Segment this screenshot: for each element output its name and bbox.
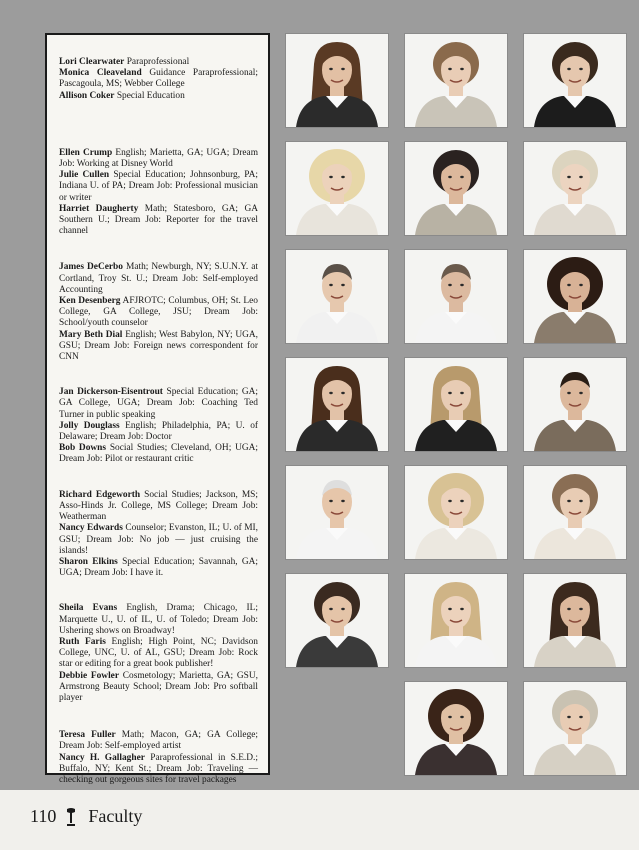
faculty-portrait <box>404 573 508 668</box>
faculty-portrait <box>404 33 508 128</box>
faculty-portrait <box>404 357 508 452</box>
caption-group-2 <box>59 148 258 238</box>
faculty-portrait <box>523 357 627 452</box>
caption-entry: Sheila Evans English, Drama; Chicago, IL; Marquette U., U. of IL, U. of Toledo; Dream Job: Ushering shows on Broadway! <box>59 603 258 636</box>
caption-entry: Monica Cleaveland Guidance Paraprofessional; Pascagoula, MS; Webber College <box>59 68 259 90</box>
faculty-captions-box <box>45 33 270 785</box>
caption-entry: Richard Edgeworth Social Studies; Jackson, MS; Asso-Hinds Jr. College, MS College; Dream Job: Weatherman <box>59 489 258 523</box>
faculty-portrait <box>523 465 627 560</box>
faculty-portrait <box>285 573 389 668</box>
faculty-portrait <box>523 573 627 668</box>
faculty-portrait <box>285 249 389 344</box>
caption-group-7 <box>59 730 258 786</box>
faculty-portrait <box>285 357 389 452</box>
caption-entry: Harriet Daugherty Math; Statesboro, GA; GA Southern U.; Dream Job: Reporter for the travel channel <box>59 203 258 237</box>
caption-entry: Ruth Faris English; High Point, NC; Davidson College, UNC, U. of AL, GSU; Dream Job: Rock star or editing for a great book publisher! <box>59 636 258 670</box>
caption-entry: Julie Cullen Special Education; Johnsonburg, PA; Indiana U. of PA; Dream Job: Professional musician or writer <box>59 170 259 203</box>
faculty-portrait <box>285 141 389 236</box>
mascot-icon <box>64 807 78 827</box>
page-footer <box>30 806 142 827</box>
caption-group-4 <box>59 387 258 465</box>
faculty-portrait <box>285 33 389 128</box>
caption-entry: Teresa Fuller Math; Macon, GA; GA College; Dream Job: Self-employed artist <box>59 730 259 752</box>
faculty-portrait <box>523 141 627 236</box>
caption-entry: James DeCerbo Math; Newburgh, NY; S.U.N.Y. at Cortland, Troy St. U.; Dream Job: Self-employed Accounting <box>59 262 258 295</box>
caption-group-3 <box>59 262 258 363</box>
section-title: Faculty <box>88 806 143 826</box>
caption-entry: Bob Downs Social Studies; Cleveland, OH; UGA; Dream Job: Pilot or restaurant critic <box>59 443 258 465</box>
caption-entry: Allison Coker Special Education <box>59 90 185 101</box>
caption-entry: Debbie Fowler Cosmetology; Marietta, GA; GSU, Armstrong Beauty School; Dream Job: Pro softball player <box>59 670 258 703</box>
caption-entry: Nancy Edwards Counselor; Evanston, IL; U. of MI, GSU; Dream Job: No job — just cruising the islands! <box>59 523 259 556</box>
faculty-portrait <box>404 141 508 236</box>
faculty-portrait <box>523 681 627 776</box>
caption-group-5 <box>59 490 258 580</box>
faculty-portrait <box>285 465 389 560</box>
caption-entry: Mary Beth Dial English; West Babylon, NY; UGA, GSU; Dream Job: Foreign news correspondent for CNN <box>59 329 258 363</box>
caption-entry: Jolly Douglass English; Philadelphia, PA; U. of Delaware; Dream Job: Doctor <box>59 420 258 443</box>
faculty-portrait <box>523 249 627 344</box>
page-number: 110 <box>30 806 57 826</box>
faculty-portrait <box>404 465 508 560</box>
faculty-portrait <box>523 33 627 128</box>
caption-entry: Ellen Crump English; Marietta, GA; UGA; Dream Job: Working at Disney World <box>59 147 259 170</box>
caption-entry: Sharon Elkins Special Education; Savannah, GA; UGA; Dream Job: I have it. <box>59 556 258 579</box>
caption-entry: Jan Dickerson-Eisentrout Special Education; GA; GA College, UGA; Dream Job: Coaching Ted Turner in public speaking <box>59 387 258 420</box>
caption-entry: Nancy H. Gallagher Paraprofessional in S.E.D.; Buffalo, NY; Kent St.; Dream Job: Traveling — checking out gorgeous sites for travel packages <box>59 752 258 785</box>
caption-entry: Ken Desenberg AFJROTC; Columbus, OH; St. Leo College, GA College, JSU; Dream Job: School/youth counselor <box>59 296 258 329</box>
caption-group-6 <box>59 603 258 704</box>
faculty-portrait <box>404 681 508 776</box>
caption-entry: Lori Clearwater Paraprofessional <box>59 57 190 67</box>
faculty-portrait <box>404 249 508 344</box>
caption-group-1 <box>59 57 258 102</box>
